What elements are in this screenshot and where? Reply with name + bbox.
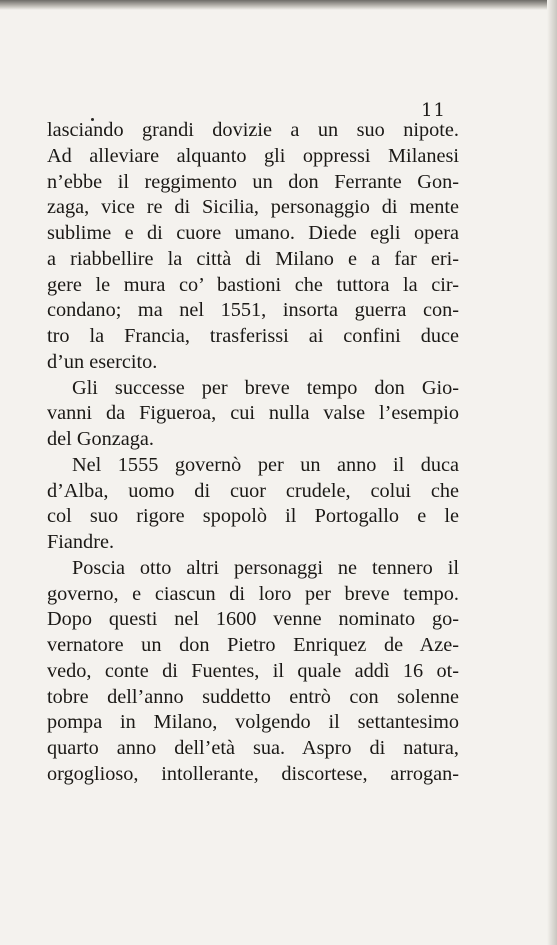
- text-line: n’ebbe il reggimento un don Ferrante Gon-: [47, 170, 459, 193]
- text-line: lasciando grandi dovizie a un suo nipote.: [47, 119, 459, 141]
- text-line: orgoglioso, intollerante, discortese, arrogan-: [47, 762, 459, 785]
- gutter-shadow: [547, 0, 557, 945]
- text-line: pompa in Milano, volgendo il settantesimo: [47, 711, 459, 734]
- text-line: Gli successe per breve tempo don Gio-: [72, 376, 459, 399]
- text-line: Poscia otto altri personaggi ne tennero il: [72, 556, 459, 579]
- body-text: [47, 118, 459, 788]
- text-line: col suo rigore spopolò il Portogallo e le: [47, 505, 459, 528]
- text-line: vernatore un don Pietro Enriquez de Aze-: [47, 634, 459, 656]
- text-line: quarto anno dell’età sua. Aspro di natura,: [47, 737, 459, 759]
- text-line: d’Alba, uomo di cuor crudele, colui che: [47, 479, 459, 502]
- text-line: vedo, conte di Fuentes, il quale addì 16 ot-: [47, 659, 459, 682]
- text-line: sublime e di cuore umano. Diede egli opera: [47, 222, 459, 244]
- text-line: d’un esercito.: [47, 350, 158, 373]
- text-line: gere le mura co’ bastioni che tuttora la cir-: [47, 273, 459, 296]
- text-line: vanni da Figueroa, cui nulla valse l’esempio: [47, 402, 459, 425]
- scan-edge-shadow: [0, 0, 557, 10]
- text-line: tobre dell’anno suddetto entrò con solenne: [47, 685, 459, 708]
- text-line: governo, e ciascun di loro per breve tempo.: [47, 582, 459, 605]
- text-line: tro la Francia, trasferissi ai confini duce: [47, 325, 459, 347]
- text-line: zaga, vice re di Sicilia, personaggio di mente: [47, 196, 459, 219]
- text-line: del Gonzaga.: [47, 428, 154, 450]
- text-line: Fiandre.: [47, 531, 115, 553]
- text-line: condano; ma nel 1551, insorta guerra con-: [47, 299, 459, 322]
- page-number: 11: [421, 100, 446, 121]
- text-line: Nel 1555 governò per un anno il duca: [72, 453, 459, 476]
- text-line: a riabbellire la città di Milano e a far eri-: [47, 247, 459, 270]
- text-line: Ad alleviare alquanto gli oppressi Milanesi: [47, 144, 459, 167]
- text-line: Dopo questi nel 1600 venne nominato go-: [47, 608, 459, 631]
